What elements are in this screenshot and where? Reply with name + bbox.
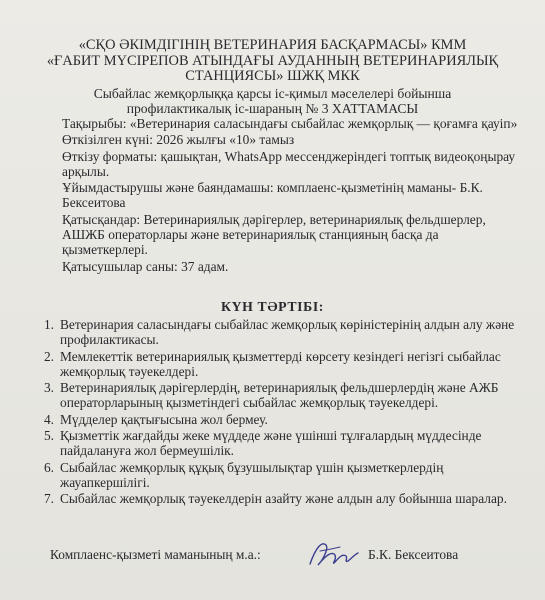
handwritten-signature xyxy=(302,537,362,571)
agenda-item xyxy=(30,349,527,380)
title-line-2: профилактикалық іс-шараның № 3 ХАТТАМАСЫ xyxy=(126,101,419,116)
agenda-item-number: 6. xyxy=(43,459,54,475)
header-line-1: «СҚО ӘКІМДІГІНІҢ ВЕТЕРИНАРИЯ БАСҚАРМАСЫ» КММ xyxy=(78,37,467,53)
signature-label: Комплаенс-қызметі маманының м.а.: xyxy=(50,547,261,562)
signatory-name: Б.К. Бексеитова xyxy=(368,547,459,562)
agenda-item-text: Мүдделер қақтығысына жол бермеу. xyxy=(60,411,268,427)
agenda-heading: КҮН ТӘРТІБІ: xyxy=(221,299,324,314)
agenda-item-number: 7. xyxy=(43,491,54,507)
agenda-item-number: 5. xyxy=(43,428,54,444)
agenda-item xyxy=(30,491,527,506)
agenda-item xyxy=(30,317,527,348)
agenda-list xyxy=(30,317,527,508)
document-title xyxy=(0,86,545,116)
participants: Қатысқандар: Ветеринариялық дәрігерлер, ветеринариялық фельдшерлер, АШЖБ операторлары және ветеринариялық станцияның басқа да қызметкерлері. xyxy=(62,211,486,258)
agenda-item-number: 1. xyxy=(43,317,54,332)
meeting-format: Өткізу форматы: қашықтан, WhatsApp мессенджеріндегі топтық видеоқоңырау арқылы. xyxy=(62,148,516,179)
agenda-item-number: 3. xyxy=(43,380,54,396)
topic: Тақырыбы: «Ветеринария саласындағы сыбайлас жемқорлық — қоғамға қауіп» xyxy=(62,116,518,131)
organization-header xyxy=(0,38,545,85)
meeting-date: Өткізілген күні: 2026 жылғы «10» тамыз xyxy=(62,132,295,148)
header-line-2: «ҒАБИТ МҮСІРЕПОВ АТЫНДАҒЫ АУДАННЫҢ ВЕТЕРИНАРИЯЛЫҚ xyxy=(46,52,499,69)
participant-count: Қатысушылар саны: 37 адам. xyxy=(62,258,229,274)
agenda-item xyxy=(30,412,527,427)
organizer: Ұйымдастырушы және баяндамашы: комплаенс-қызметінің маманы- Б.К. Бексеитова xyxy=(62,180,483,211)
agenda-item xyxy=(30,428,527,459)
agenda-item xyxy=(30,460,527,491)
title-line-1: Сыбайлас жемқорлыққа қарсы іс-қимыл мәселелері бойынша xyxy=(93,86,452,101)
agenda-item-text: Сыбайлас жемқорлық құқық бұзушылықтар үшін қызметкерлердің жауапкершілігі. xyxy=(60,459,444,490)
agenda-item-text: Ветеринариялық дәрігерлердің, ветеринариялық фельдшерлердің және АЖБ операторларының қызметіндегі сыбайлас жемқорлық тәуекелдері. xyxy=(60,380,499,411)
agenda-item-text: Қызметтік жағдайды жеке мүддеде және үшінші тұлғалардың мүддесінде пайдалануға жол бермеушілік. xyxy=(60,428,482,459)
agenda-item-text: Сыбайлас жемқорлық тәуекелдерін азайту және алдын алу бойынша шаралар. xyxy=(60,491,507,507)
agenda-item-number: 2. xyxy=(43,348,54,364)
agenda-item-number: 4. xyxy=(43,411,54,427)
meeting-details xyxy=(62,116,527,275)
signature-block xyxy=(50,543,527,573)
agenda-item-text: Ветеринария саласындағы сыбайлас жемқорлық көріністерінің алдын алу және профилактикасы. xyxy=(60,317,515,348)
header-line-3: СТАНЦИЯСЫ» ШЖҚ МКК xyxy=(185,68,360,84)
agenda-item-text: Мемлекеттік ветеринариялық қызметтерді көрсету кезіндегі негізгі сыбайлас жемқорлық тәуекелдері. xyxy=(60,348,501,379)
agenda-item xyxy=(30,380,527,411)
